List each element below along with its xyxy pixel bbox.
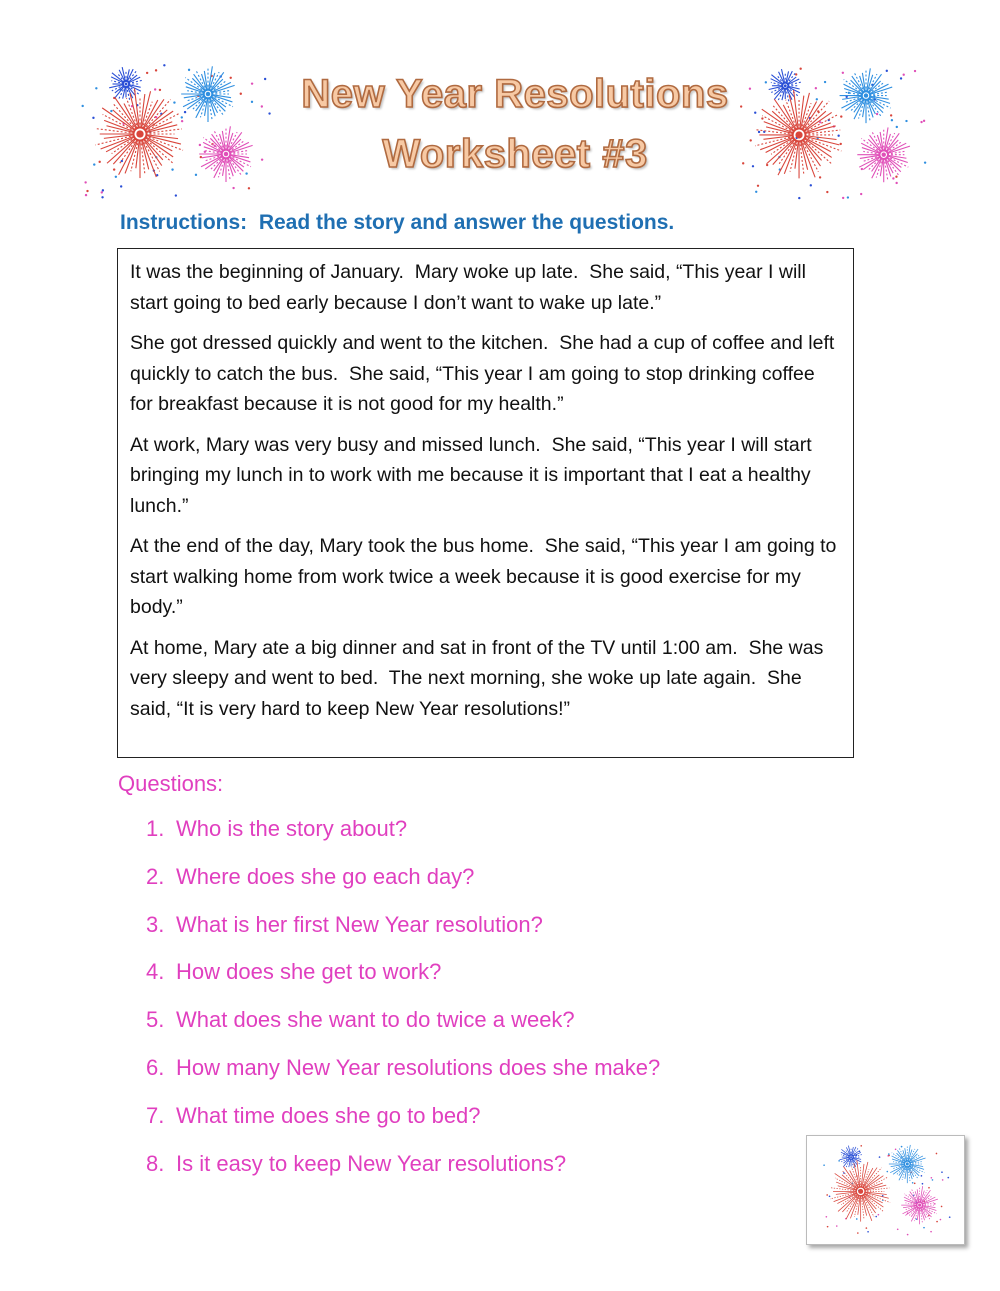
sparkle-dot [840, 143, 842, 145]
sparkle-dot [914, 70, 916, 72]
sparkle-dot [860, 1145, 862, 1147]
sparkle-dot [837, 135, 839, 137]
question-text: How many New Year resolutions does she make? [176, 1054, 661, 1080]
sparkle-dot [922, 1183, 924, 1185]
sparkle-dot [823, 1164, 825, 1166]
sparkle-dot [195, 174, 197, 176]
sparkle-dot [120, 185, 122, 187]
question-text: Where does she go each day? [176, 863, 475, 889]
firework-burst [840, 1146, 863, 1169]
question-text: What time does she go to bed? [176, 1102, 481, 1128]
sparkle-dot [819, 176, 821, 178]
firework-burst [181, 66, 234, 122]
sparkle-dot [159, 89, 161, 91]
sparkle-dot [146, 72, 148, 74]
sparkle-dot [815, 87, 817, 89]
firework-burst [199, 126, 252, 182]
question-text: Who is the story about? [176, 816, 408, 841]
sparkle-dot [895, 176, 897, 178]
question-text: What does she want to do twice a week? [176, 1007, 575, 1033]
question-number: 1. [146, 816, 165, 841]
firework-burst [840, 68, 893, 123]
sparkle-dot [897, 1228, 899, 1230]
sparkle-dot [840, 115, 842, 117]
sparkle-dot [934, 1203, 936, 1205]
question-number: 3. [146, 911, 165, 937]
firework-burst [901, 1186, 938, 1224]
sparkle-dot [188, 69, 190, 71]
sparkle-dot [758, 131, 760, 133]
story-paragraph-2: She got dressed quickly and went to the kitchen. She had a cup of coffee and left quickly to catch the bus. She said, “This year I am going to stop drinking coffee for breakfast because it is not good for my health.” [130, 332, 840, 415]
firework-burst [109, 67, 143, 101]
sparkle-dot [900, 77, 902, 79]
questions-list [146, 816, 660, 1198]
sparkle-dot [847, 196, 849, 198]
sparkle-dot [942, 1179, 944, 1181]
sparkle-dot [838, 1160, 840, 1162]
question-item-1 [146, 816, 660, 864]
sparkle-dot [896, 126, 898, 128]
sparkle-dot [93, 163, 95, 165]
question-number: 6. [146, 1054, 165, 1080]
sparkle-dot [901, 1146, 903, 1148]
sparkle-dot [928, 1187, 930, 1189]
instructions-text: Instructions: Read the story and answer the questions. [120, 211, 675, 234]
worksheet-title: New Year Resolutions [301, 72, 729, 116]
sparkle-dot [101, 196, 103, 198]
sparkle-dot [200, 156, 202, 158]
sparkle-dot [895, 182, 897, 184]
sparkle-dot [755, 191, 757, 193]
sparkle-dot [941, 1171, 943, 1173]
sparkle-dot [824, 81, 826, 83]
question-text: How does she get to work? [176, 959, 442, 985]
story-paragraph-3: At work, Mary was very busy and missed lunch. She said, “This year I will start bringing my lunch in to work with me because it is important that I eat a healthy lunch.” [130, 433, 818, 517]
sparkle-dot [173, 101, 175, 103]
sparkle-dot [85, 194, 87, 196]
sparkle-dot [931, 1177, 933, 1179]
sparkle-dot [95, 87, 97, 89]
sparkle-dot [842, 72, 844, 74]
question-text: What is her first New Year resolution? [176, 911, 543, 937]
sparkle-dot [826, 1216, 828, 1218]
sparkle-dot [829, 1195, 831, 1197]
sparkle-dot [184, 111, 186, 113]
question-number: 4. [146, 959, 165, 985]
firework-burst [889, 1145, 926, 1183]
sparkle-dot [936, 1153, 938, 1155]
sparkle-dot [879, 1156, 881, 1158]
firework-burst [95, 88, 183, 178]
sparkle-dot [816, 98, 818, 100]
sparkle-dot [941, 1206, 943, 1208]
story-paragraph-5: At home, Mary ate a big dinner and sat in front of the TV until 1:00 am. She was very sleepy and went to bed. The next morning, she woke up late again. She said, “It is very hard to keep New Year resolutions!” [130, 636, 829, 720]
sparkle-dot [856, 1218, 858, 1220]
sparkle-dot [827, 1226, 829, 1228]
sparkle-dot [826, 1194, 828, 1196]
sparkle-dot [888, 1153, 890, 1155]
sparkle-dot [101, 191, 103, 193]
sparkle-dot [240, 93, 242, 95]
sparkle-dot [84, 181, 86, 183]
sparkle-dot [81, 105, 83, 107]
sparkle-dot [110, 110, 112, 112]
question-item-4 [146, 959, 660, 1007]
sparkle-dot [888, 1155, 890, 1157]
question-number: 5. [146, 1007, 165, 1033]
firework-burst [857, 127, 910, 182]
sparkle-dot [199, 144, 201, 146]
sparkle-dot [932, 1179, 934, 1181]
sparkle-dot [860, 193, 862, 195]
sparkle-dot [866, 1227, 868, 1229]
sparkle-dot [857, 1232, 859, 1234]
question-number: 2. [146, 863, 165, 889]
sparkle-dot [102, 189, 104, 191]
question-item-8 [146, 1151, 660, 1199]
sparkle-dot [920, 121, 922, 123]
sparkle-dot [171, 168, 173, 170]
sparkle-dot [907, 1234, 909, 1236]
sparkle-dot [876, 113, 878, 115]
sparkle-dot [163, 64, 165, 66]
firework-burst [830, 1160, 890, 1222]
sparkle-dot [914, 1183, 916, 1185]
sparkle-dot [867, 1231, 869, 1233]
sparkle-dot [940, 1219, 942, 1221]
sparkle-dot [842, 197, 844, 199]
question-text: Is it easy to keep New Year resolutions? [176, 1150, 567, 1176]
sparkle-dot [903, 74, 905, 76]
question-item-2 [146, 864, 660, 912]
sparkle-dot [891, 119, 893, 121]
sparkle-dot [232, 187, 234, 189]
question-item-7 [146, 1103, 660, 1151]
worksheet-subtitle: Worksheet #3 [382, 132, 648, 176]
sparkle-dot [248, 187, 250, 189]
sparkle-dot [230, 77, 232, 79]
sparkle-dot [761, 117, 763, 119]
sparkle-dot [905, 120, 907, 122]
sparkle-dot [175, 194, 177, 196]
sparkle-dot [861, 168, 863, 170]
sparkle-dot [92, 117, 94, 119]
story-paragraph-1: It was the beginning of January. Mary woke up late. She said, “This year I will start going to bed early because I don’t want to wake up late.” [130, 261, 812, 314]
sparkle-dot [936, 1221, 938, 1223]
question-item-5 [146, 1007, 660, 1055]
sparkle-dot [875, 1216, 877, 1218]
sparkle-dot [924, 161, 926, 163]
questions-heading: Questions: [118, 771, 224, 796]
sparkle-dot [98, 161, 100, 163]
sparkle-dot [86, 190, 88, 192]
sparkle-dot [798, 197, 800, 199]
story-paragraph-4: At the end of the day, Mary took the bus home. She said, “This year I am going to start walking home from work twice a week because it is good exercise for my body.” [130, 535, 842, 618]
sparkle-dot [245, 172, 247, 174]
sparkle-dot [826, 191, 828, 193]
fireworks-left-icon [78, 62, 273, 202]
sparkle-dot [154, 88, 156, 90]
sparkle-dot [115, 176, 117, 178]
sparkle-dot [113, 168, 115, 170]
sparkle-dot [912, 1182, 914, 1184]
question-item-3 [146, 912, 660, 960]
sparkle-dot [181, 120, 183, 122]
fireworks-small-icon [815, 1142, 955, 1238]
sparkle-dot [923, 1227, 925, 1229]
sparkle-dot [886, 1171, 888, 1173]
sparkle-dot [892, 177, 894, 179]
sparkle-dot [155, 69, 157, 71]
story-box [117, 248, 854, 758]
sparkle-dot [810, 184, 812, 186]
sparkle-dot [799, 68, 801, 70]
sparkle-dot [890, 114, 892, 116]
sparkle-dot [921, 1175, 923, 1177]
question-number: 7. [146, 1102, 165, 1128]
sparkle-dot [949, 1216, 951, 1218]
sparkle-dot [947, 1177, 949, 1179]
sparkle-dot [895, 1149, 897, 1151]
sparkle-dot [930, 1231, 932, 1233]
sparkle-dot [886, 70, 888, 72]
question-item-6 [146, 1055, 660, 1103]
fireworks-picture-card [806, 1135, 965, 1245]
sparkle-dot [836, 1225, 838, 1227]
sparkle-dot [757, 185, 759, 187]
sparkle-dot [878, 1214, 880, 1216]
question-number: 8. [146, 1150, 165, 1176]
sparkle-dot [181, 116, 183, 118]
sparkle-dot [923, 120, 925, 122]
